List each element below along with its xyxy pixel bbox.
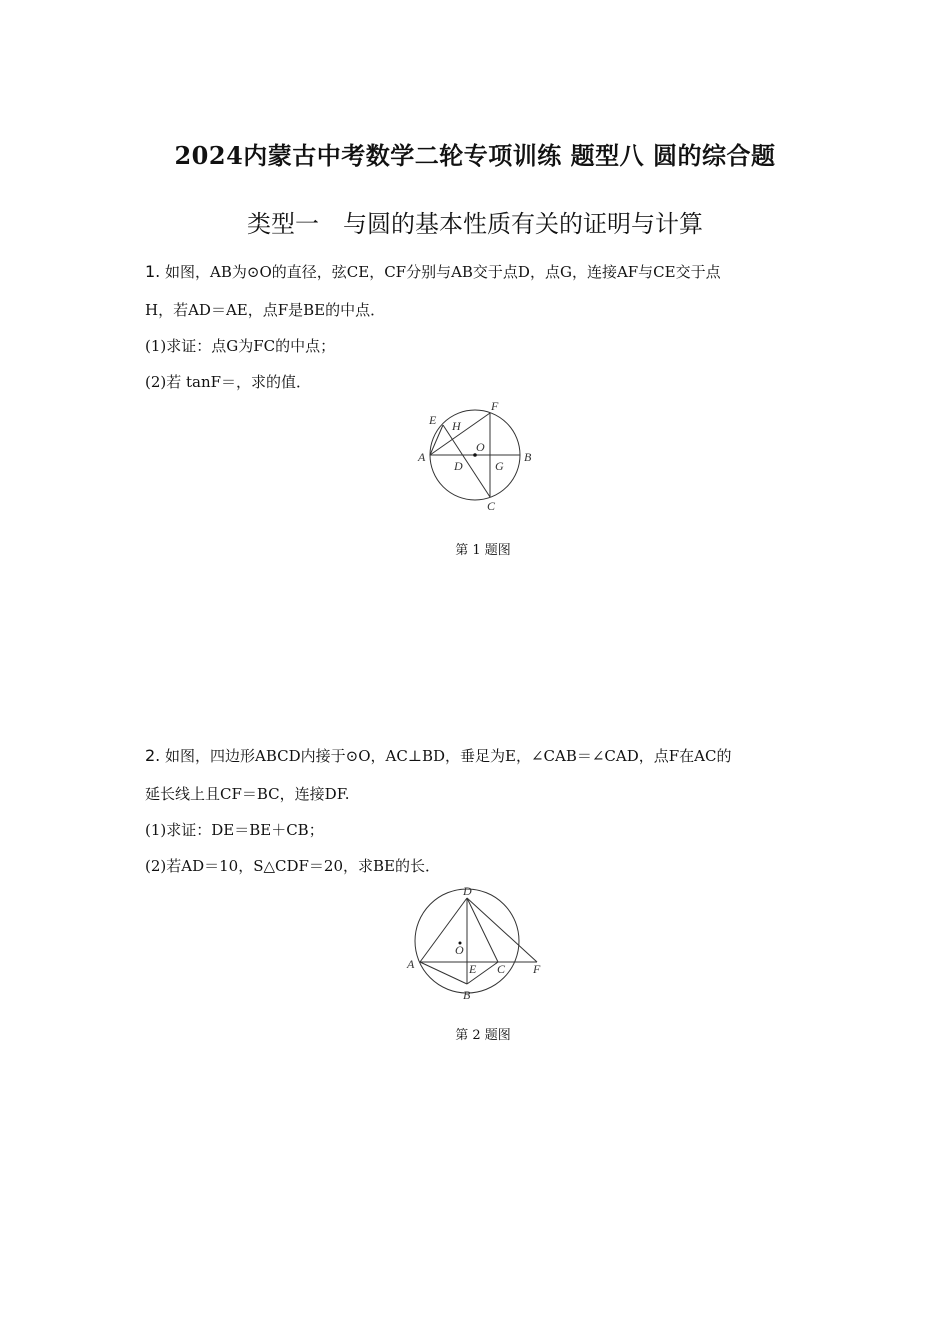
problem-1-number: 1. (145, 262, 161, 281)
section-heading: 类型一 与圆的基本性质有关的证明与计算 (247, 210, 703, 238)
problem-1-figure (400, 395, 560, 520)
problem-2-figure (400, 880, 560, 1010)
problem-2-line-2: 延长线上且CF＝BC，连接DF. (145, 785, 350, 803)
label-D: D (463, 884, 472, 898)
label-C: C (497, 962, 506, 976)
problem-1-part-2: (2)若 tanF＝，求的值． (145, 373, 312, 391)
problem-2-part-1: (1)求证：DE＝BE＋CB； (145, 821, 324, 839)
label-E: E (429, 413, 437, 427)
label-F: F (533, 962, 541, 976)
label-F: F (491, 399, 499, 413)
label-C: C (487, 499, 496, 513)
problem-2-number: 2. (145, 746, 161, 765)
label-A: A (418, 450, 426, 464)
label-A: A (407, 957, 415, 971)
label-B: B (463, 988, 471, 1002)
label-O: O (455, 943, 464, 957)
problem-1-line-1: 1. 如图，AB为⊙O的直径，弦CE，CF分别与AB交于点D，点G，连接AF与CE交于点 (145, 262, 721, 281)
document-title: 2024内蒙古中考数学二轮专项训练 题型八 圆的综合题 (174, 141, 776, 170)
label-H: H (452, 419, 461, 433)
problem-2-part-2: (2)若AD＝10，S△CDF＝20，求BE的长． (145, 857, 440, 875)
label-E: E (469, 962, 477, 976)
problem-1-part-1: (1)求证：点G为FC的中点； (145, 337, 336, 355)
problem-2-line-1: 2. 如图，四边形ABCD内接于⊙O，AC⊥BD，垂足为E，∠CAB＝∠CAD，点F在AC的 (145, 746, 732, 765)
label-D: D (454, 459, 463, 473)
figure-1-caption: 第 1 题图 (455, 543, 511, 558)
problem-1-line-2: H，若AD＝AE，点F是BE的中点． (145, 301, 386, 319)
label-G: G (495, 459, 504, 473)
label-B: B (524, 450, 532, 464)
label-O: O (476, 440, 485, 454)
figure-2-caption: 第 2 题图 (455, 1028, 511, 1043)
